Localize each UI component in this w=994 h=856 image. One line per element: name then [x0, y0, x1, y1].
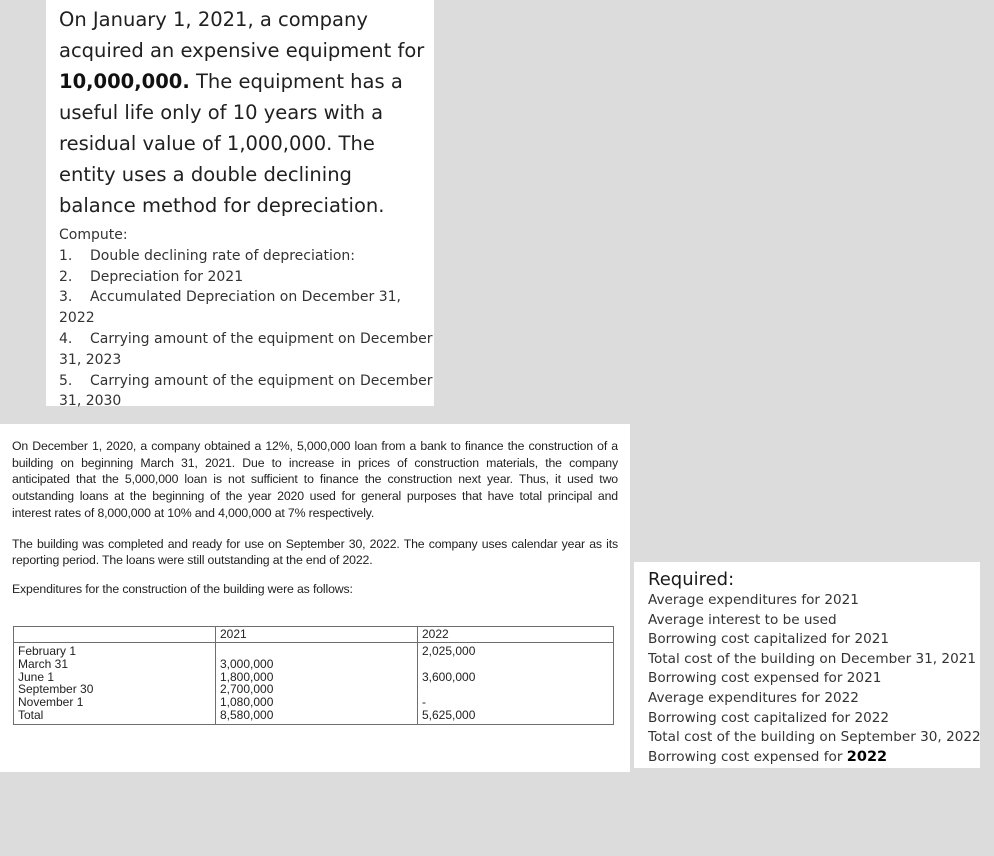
- compute-label: Compute:: [59, 227, 128, 243]
- expenditures-intro: Expenditures for the construction of the building were as follows:: [12, 581, 353, 596]
- intro-text: On January 1, 2021, a company acquired an expensive equipment for: [59, 8, 425, 62]
- table-header: 2021: [216, 627, 418, 643]
- compute-item: 5. Carrying amount of the equipment on December 31, 2030: [59, 372, 433, 410]
- equipment-problem-card: [46, 0, 434, 410]
- required-title: Required:: [648, 569, 735, 590]
- compute-item: 3. Accumulated Depreciation on December 31, 2022: [59, 289, 401, 327]
- required-item: Average interest to be used: [648, 611, 837, 628]
- compute-list: [59, 225, 434, 412]
- table-header: [14, 627, 216, 643]
- required-item: Borrowing cost expensed for 2021: [648, 670, 882, 687]
- borrowing-cost-problem-card: [0, 424, 630, 772]
- required-item: Average expenditures for 2022: [648, 689, 859, 706]
- required-year: 2022: [846, 748, 888, 765]
- expenditures-table: [13, 626, 614, 725]
- intro-text-continued: The equipment has a useful life only of 10 years with a residual value of 1,000,000. The entity uses a double declining balance method for depreciation.: [59, 70, 403, 217]
- required-card: [634, 562, 980, 768]
- table-header: 2022: [418, 627, 614, 643]
- amount-2022-cells: 2,025,000 3,600,000 - 5,625,000: [418, 643, 614, 725]
- compute-item: 4. Carrying amount of the equipment on December 31, 2023: [59, 330, 433, 368]
- equipment-cost: 10,000,000.: [59, 70, 190, 93]
- loan-paragraph: On December 1, 2020, a company obtained a 12%, 5,000,000 loan from a bank to finance the construction of a building on beginning March 31, 2021. Due to increase in prices of construction materials, the company anticipated that the 5,000,000 loan is not sufficient to finance the construction next year. Thus, it used two outstanding loans at the beginning of the year 2020 used for general purposes that have total principal and interest rates of 8,000,000 at 10% and 4,000,000 at 7% respectively.: [12, 439, 618, 520]
- required-item: Average expenditures for 2021: [648, 592, 859, 608]
- table-row: [14, 643, 614, 725]
- compute-item: 1. Double declining rate of depreciation:: [59, 247, 355, 264]
- amount-2021-cells: 3,000,000 1,800,000 2,700,000 1,080,000 8,580,000: [216, 643, 418, 725]
- required-item: Total cost of the building on September 30, 2022: [648, 729, 981, 746]
- required-item: Total cost of the building on December 31, 2021: [648, 650, 977, 667]
- compute-item: 2. Depreciation for 2021: [59, 268, 244, 285]
- completion-paragraph: The building was completed and ready for use on September 30, 2022. The company uses calendar year as its reporting period. The loans were still outstanding at the end of 2022.: [12, 536, 618, 568]
- table-header-row: [14, 627, 614, 643]
- required-item: Borrowing cost capitalized for 2021: [648, 631, 890, 648]
- problem-statement: [59, 4, 434, 221]
- required-item: Borrowing cost capitalized for 2022: [648, 709, 890, 726]
- date-cells: February 1 March 31 June 1 September 30 November 1 Total: [14, 643, 216, 725]
- required-item: Borrowing cost expensed for 2022: [648, 748, 888, 765]
